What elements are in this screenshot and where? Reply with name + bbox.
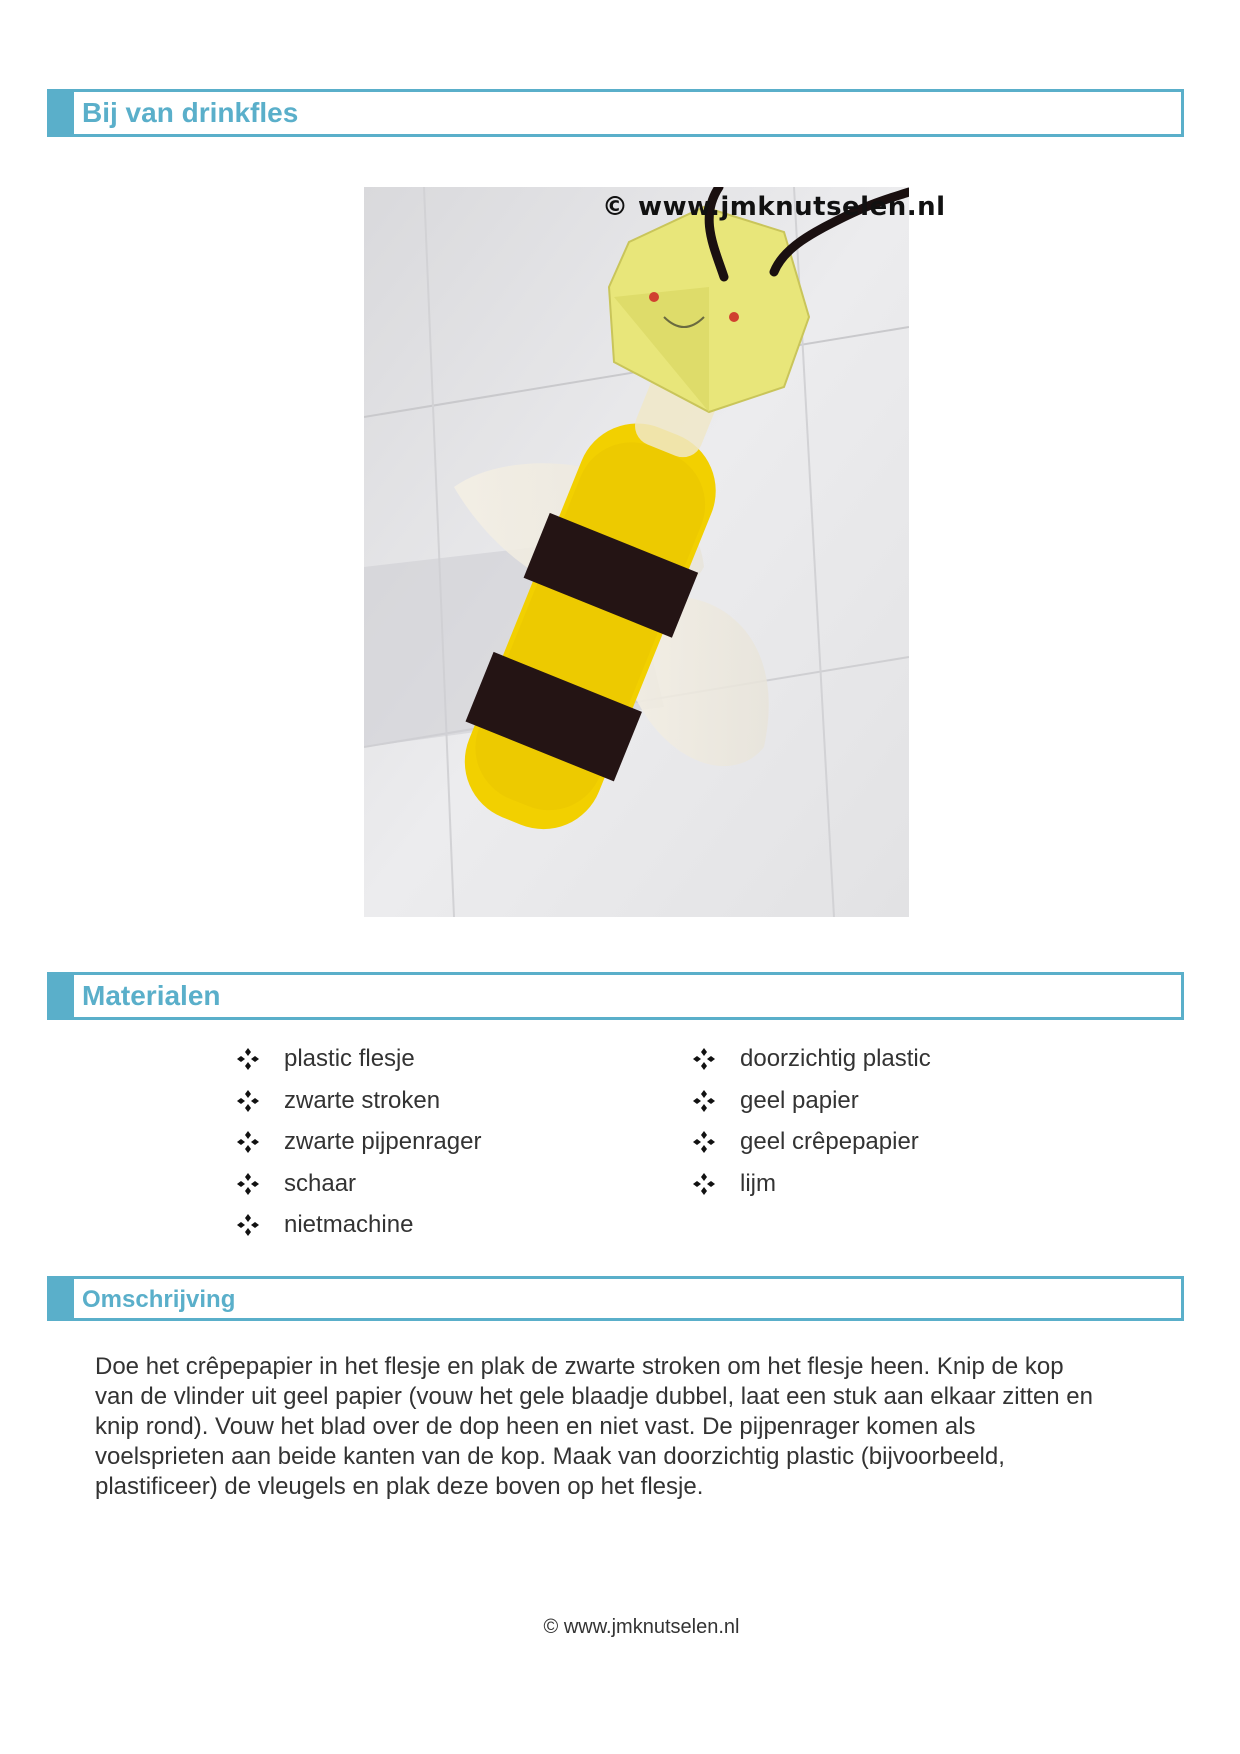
material-label: geel papier	[740, 1086, 859, 1114]
four-diamond-bullet-icon	[236, 1170, 284, 1200]
four-diamond-bullet-icon	[692, 1045, 740, 1075]
page-title: Bij van drinkfles	[82, 97, 299, 128]
bee-bottle-illustration	[364, 187, 909, 917]
material-list-item	[692, 1045, 1092, 1087]
materials-list-left	[236, 1045, 636, 1253]
bee-bottle-photo	[364, 187, 909, 917]
description-line: voelsprieten aan beide kanten van de kop. Maak van doorzichtig plastic (bijvoorbeeld,	[95, 1443, 1005, 1470]
material-label: zwarte stroken	[284, 1086, 441, 1114]
four-diamond-bullet-icon	[692, 1128, 740, 1158]
material-list-item	[236, 1128, 636, 1170]
four-diamond-bullet-icon	[236, 1211, 284, 1241]
description-line: van de vlinder uit geel papier (vouw het gele blaadje dubbel, laat een stuk aan elkaar zitten en	[95, 1383, 1094, 1410]
material-label: zwarte pijpenrager	[284, 1128, 482, 1155]
description-text	[95, 1352, 1155, 1502]
description-line: plastificeer) de vleugels en plak deze boven op het flesje.	[95, 1473, 704, 1500]
four-diamond-bullet-icon	[692, 1170, 740, 1200]
material-list-item	[236, 1087, 636, 1129]
material-label: geel crêpepapier	[740, 1128, 919, 1155]
four-diamond-bullet-icon	[692, 1087, 740, 1117]
material-label: nietmachine	[284, 1211, 414, 1238]
material-list-item	[236, 1211, 636, 1253]
four-diamond-bullet-icon	[236, 1087, 284, 1117]
material-list-item	[236, 1170, 636, 1212]
description-line: knip rond). Vouw het blad over de dop heen en niet vast. De pijpenrager komen als	[95, 1413, 976, 1440]
materials-heading: Materialen	[82, 980, 221, 1011]
photo-watermark: © www.jmknutselen.nl	[602, 192, 946, 222]
material-label: lijm	[740, 1169, 776, 1197]
description-line: Doe het crêpepapier in het flesje en plak de zwarte stroken om het flesje heen. Knip de kop	[95, 1353, 1064, 1380]
material-list-item	[692, 1170, 1092, 1212]
materials-header	[47, 972, 1184, 1020]
four-diamond-bullet-icon	[236, 1128, 284, 1158]
material-label: schaar	[284, 1169, 357, 1197]
material-label: doorzichtig plastic	[740, 1045, 931, 1072]
description-heading: Omschrijving	[82, 1286, 236, 1313]
description-header	[47, 1276, 1184, 1321]
material-list-item	[692, 1087, 1092, 1129]
footer-copyright: © www.jmknutselen.nl	[543, 1616, 740, 1638]
title-bar	[47, 89, 1184, 137]
materials-list-right	[692, 1045, 1092, 1211]
four-diamond-bullet-icon	[236, 1045, 284, 1075]
material-list-item	[692, 1128, 1092, 1170]
material-list-item	[236, 1045, 636, 1087]
material-label: plastic flesje	[284, 1045, 415, 1072]
